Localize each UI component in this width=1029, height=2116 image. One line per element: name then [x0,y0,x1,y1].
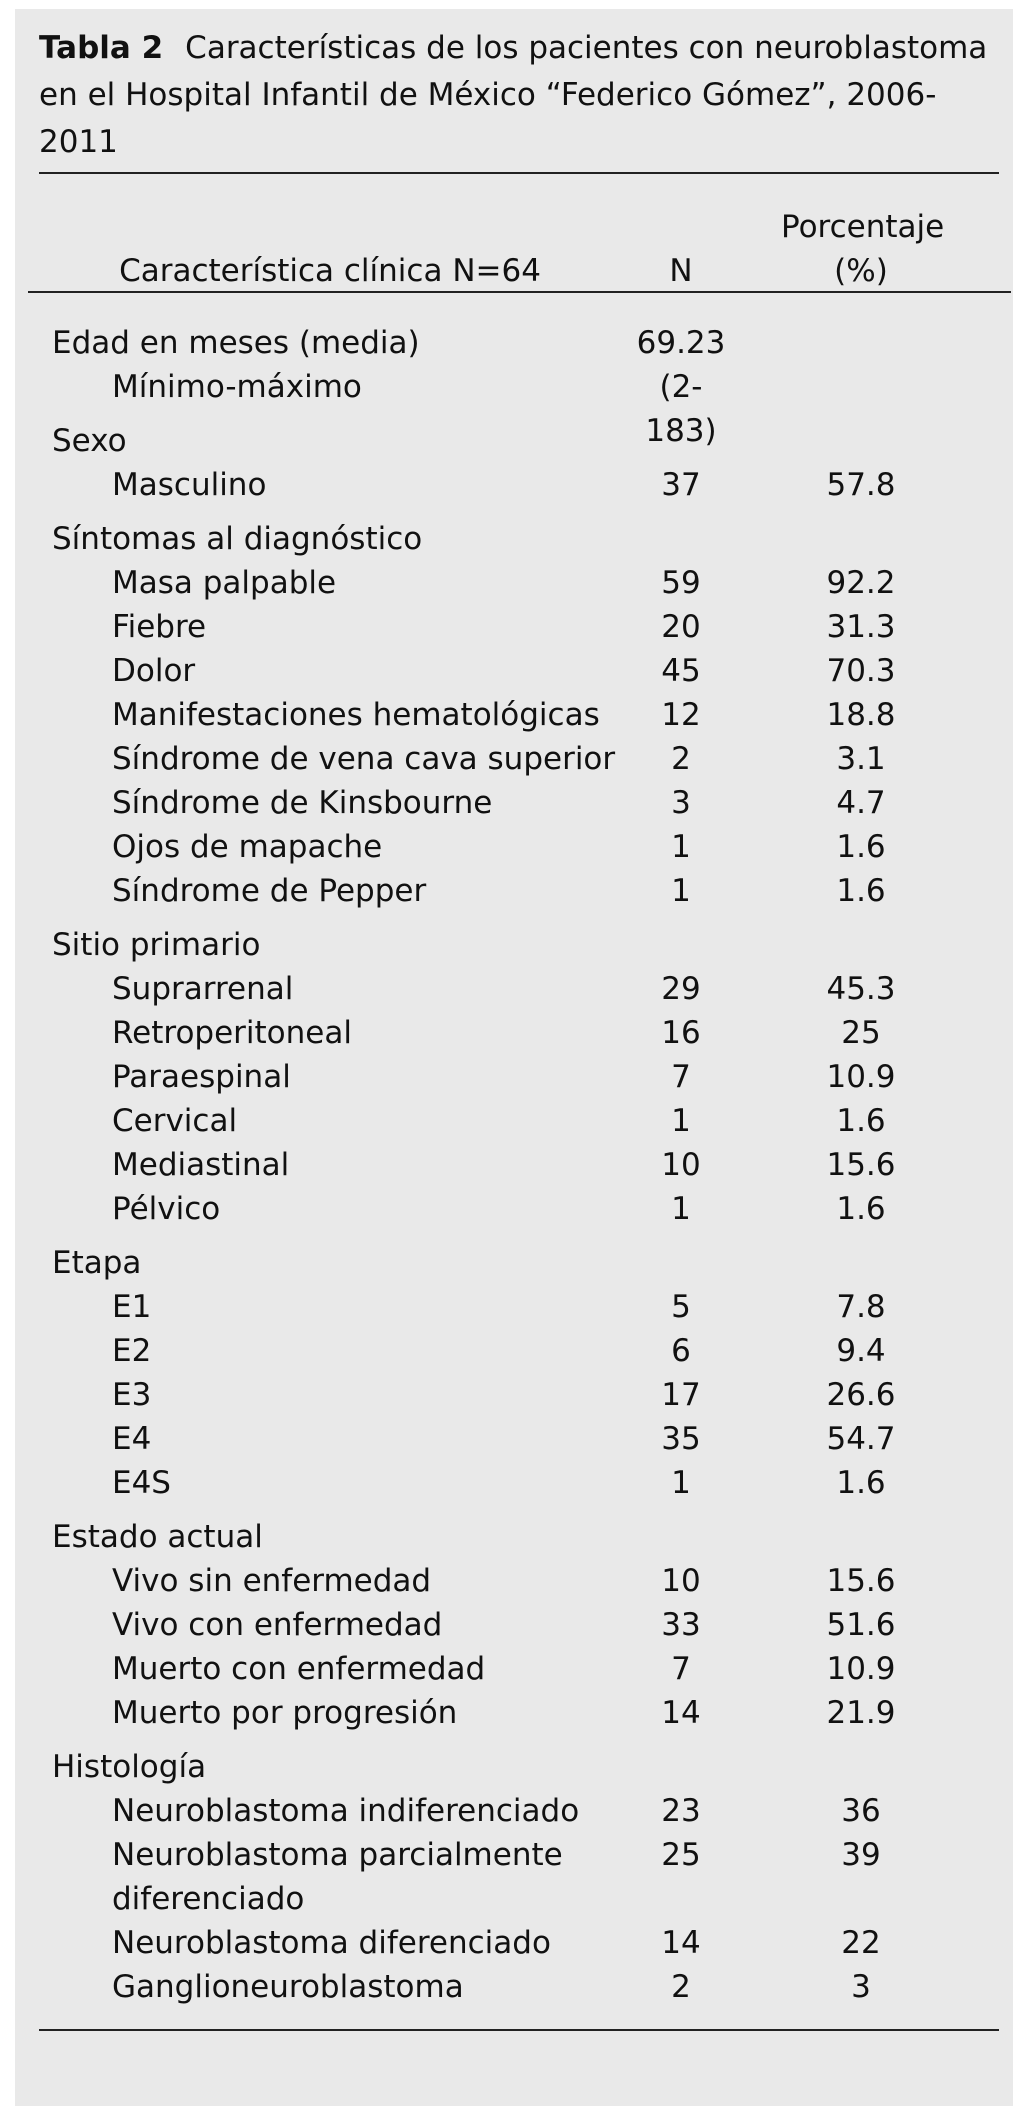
row-label: Síndrome de vena cava superior [112,741,616,777]
cell-n: 1 [671,1465,691,1501]
column-header-n: N [669,253,693,289]
cell-percent: 36 [841,1793,881,1829]
cell-n: 16 [661,1015,701,1051]
row-label: Síndrome de Pepper [112,873,427,909]
cell-n: 3 [671,785,691,821]
table-row [15,693,1013,737]
table-row [15,1143,1013,1187]
cell-percent: 3.1 [836,741,886,777]
cell-percent: 39 [841,1837,881,1873]
row-label: Pélvico [112,1191,221,1227]
cell-percent: 22 [841,1925,881,1961]
header-rule [28,291,1011,293]
cell-percent: 9.4 [836,1333,886,1369]
row-label: E4S [112,1465,171,1501]
section-label: Histología [52,1749,207,1785]
row-label: Cervical [112,1103,238,1139]
cell-n: 14 [661,1695,701,1731]
row-label: Dolor [112,653,196,689]
cell-n: 37 [661,467,701,503]
bottom-rule [39,2029,999,2031]
section-label: Etapa [52,1245,142,1281]
table-row [15,419,1013,463]
row-label: Ganglioneuroblastoma [112,1969,464,2005]
cell-n: 1 [671,1103,691,1139]
cell-n: 5 [671,1289,691,1325]
table-row [15,561,1013,605]
cell-n: 7 [671,1059,691,1095]
cell-n: 17 [661,1377,701,1413]
cell-n: 33 [661,1607,701,1643]
cell-n: 2 [671,741,691,777]
section-label: Edad en meses (media) [52,325,420,361]
row-label: Mediastinal [112,1147,290,1183]
cell-percent: 1.6 [836,1191,886,1227]
section-label: Sexo [52,423,127,459]
table-row [15,1965,1013,2009]
cell-percent: 26.6 [826,1377,896,1413]
cell-percent: 31.3 [826,609,896,645]
table-row [15,1417,1013,1461]
row-label: Muerto por progresión [112,1695,458,1731]
cell-percent: 92.2 [826,565,896,601]
row-label: Vivo con enfermedad [112,1607,443,1643]
cell-n: 6 [671,1333,691,1369]
cell-percent: 10.9 [826,1059,896,1095]
cell-percent: 10.9 [826,1651,896,1687]
cell-n: 1 [671,873,691,909]
cell-n: 69.23 [636,325,726,361]
table-row [15,1461,1013,1505]
row-label: E2 [112,1333,152,1369]
row-label: Neuroblastoma parcialmente [112,1837,563,1873]
table-row [15,517,1013,561]
cell-n: 1 [671,1191,691,1227]
cell-n: (2-183) [645,369,717,449]
cell-n: 7 [671,1651,691,1687]
table-row [15,1691,1013,1735]
table-row [15,967,1013,1011]
table-row [15,1833,1013,1877]
cell-percent: 15.6 [826,1563,896,1599]
row-label: Muerto con enfermedad [112,1651,486,1687]
table-row [15,869,1013,913]
row-label: Masa palpable [112,565,337,601]
table-row [15,923,1013,967]
cell-n: 35 [661,1421,701,1457]
cell-percent: 57.8 [826,467,896,503]
row-label: Masculino [112,467,267,503]
table-row [15,321,1013,365]
table-row [15,649,1013,693]
row-label: E3 [112,1377,152,1413]
cell-percent: 51.6 [826,1607,896,1643]
cell-n: 59 [661,565,701,601]
row-label: Neuroblastoma diferenciado [112,1925,551,1961]
row-label: Ojos de mapache [112,829,383,865]
table-row [15,825,1013,869]
cell-percent: 1.6 [836,873,886,909]
cell-n: 14 [661,1925,701,1961]
row-label: diferenciado [112,1881,305,1917]
table-row [15,1285,1013,1329]
cell-percent: 4.7 [836,785,886,821]
cell-percent: 21.9 [826,1695,896,1731]
table-row [15,1789,1013,1833]
cell-percent: 1.6 [836,829,886,865]
table-row [15,1099,1013,1143]
table-row [15,1329,1013,1373]
cell-percent: 54.7 [826,1421,896,1457]
cell-n: 10 [661,1563,701,1599]
table-row [15,1187,1013,1231]
cell-percent: 25 [841,1015,881,1051]
table-row [15,1877,1013,1921]
cell-percent: 1.6 [836,1465,886,1501]
table-row [15,1055,1013,1099]
cell-n: 2 [671,1969,691,2005]
row-label: E1 [112,1289,152,1325]
cell-percent: 1.6 [836,1103,886,1139]
table-row [15,1515,1013,1559]
section-label: Síntomas al diagnóstico [52,521,423,557]
row-label: Vivo sin enfermedad [112,1563,432,1599]
cell-n: 12 [661,697,701,733]
table-row [15,1241,1013,1285]
table-row [15,1921,1013,1965]
cell-percent: 18.8 [826,697,896,733]
row-label: Retroperitoneal [112,1015,352,1051]
row-label: Paraespinal [112,1059,291,1095]
row-label: Suprarrenal [112,971,294,1007]
cell-n: 25 [661,1837,701,1873]
cell-n: 10 [661,1147,701,1183]
table-row [15,463,1013,507]
cell-n: 23 [661,1793,701,1829]
cell-percent: 3 [851,1969,871,2005]
row-label: Fiebre [112,609,207,645]
table-row [15,1603,1013,1647]
table-row [15,1647,1013,1691]
column-header-percent-line2: (%) [834,253,888,289]
column-header-characteristic: Característica clínica N=64 [119,253,541,289]
cell-percent: 70.3 [826,653,896,689]
table-row [15,737,1013,781]
table-row [15,605,1013,649]
cell-percent: 15.6 [826,1147,896,1183]
table-row [15,1559,1013,1603]
cell-n: 45 [661,653,701,689]
row-label: Manifestaciones hematológicas [112,697,600,733]
table-row [15,781,1013,825]
table-panel [15,9,1013,2106]
table-caption [39,25,999,166]
row-label: Mínimo-máximo [112,369,362,405]
table-row [15,1373,1013,1417]
caption-rule [39,172,999,174]
cell-percent: 7.8 [836,1289,886,1325]
cell-n: 1 [671,829,691,865]
table-number: Tabla 2 [39,30,164,66]
table-title: Características de los pacientes con neuroblastoma en el Hospital Infantil de México “Federico Gómez”, 2006-2011 [39,30,988,160]
cell-n: 20 [661,609,701,645]
column-header-percent-line1: Porcentaje [781,209,945,245]
cell-percent: 45.3 [826,971,896,1007]
table-row [15,1011,1013,1055]
row-label: Síndrome de Kinsbourne [112,785,493,821]
section-label: Estado actual [52,1519,263,1555]
row-label: Neuroblastoma indiferenciado [112,1793,580,1829]
row-label: E4 [112,1421,152,1457]
section-label: Sitio primario [52,927,261,963]
table-row [15,1745,1013,1789]
cell-n: 29 [661,971,701,1007]
